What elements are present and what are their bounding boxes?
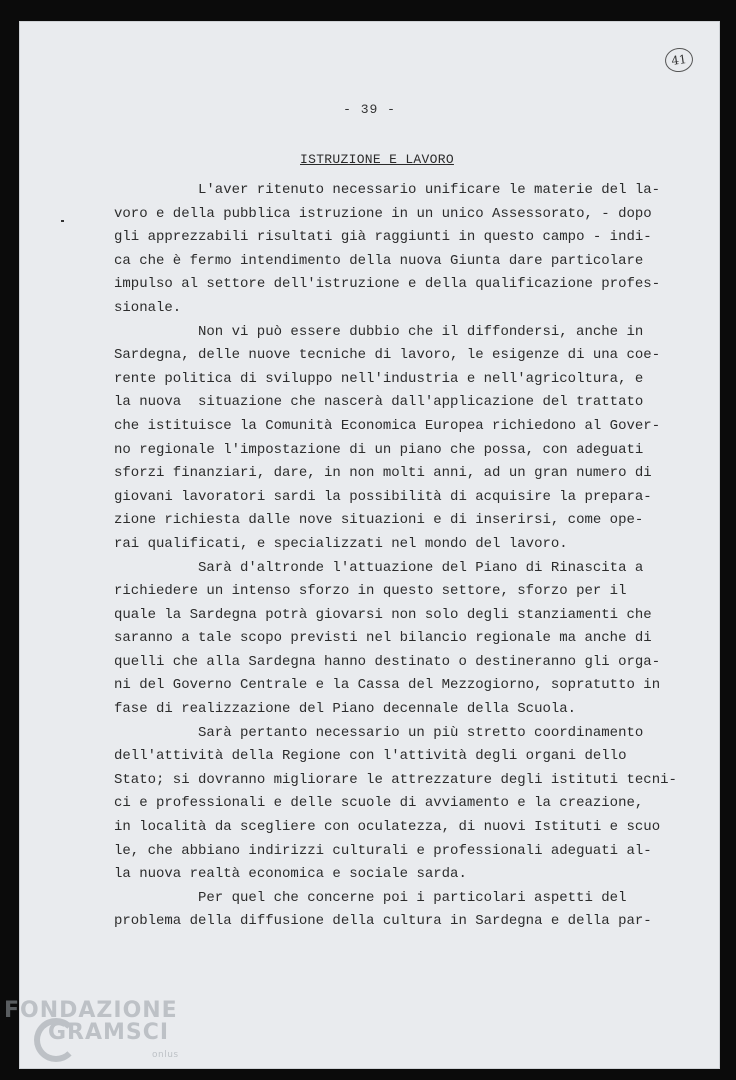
section-title: ISTRUZIONE E LAVORO [300, 152, 454, 167]
text-line: sionale. [114, 299, 182, 316]
text-line: ci e professionali e delle scuole di avviamento e la creazione, [114, 795, 644, 812]
text-line: rai qualificati, e specializzati nel mondo del lavoro. [114, 535, 568, 552]
watermark-line2: GRAMSCI [48, 1020, 170, 1045]
text-line: zione richiesta dalle nove situazioni e di inserirsi, come ope- [114, 512, 644, 529]
text-line: L'aver ritenuto necessario unificare le materie del la- [198, 182, 661, 198]
text-line: gli apprezzabili risultati già raggiunti in questo campo - indi- [114, 229, 652, 246]
text-line: no regionale l'impostazione di un piano che possa, con adeguati [114, 441, 644, 458]
watermark-logo-icon [34, 1018, 78, 1062]
text-line: la nuova realtà economica e sociale sarda. [114, 866, 467, 883]
text-line: voro e della pubblica istruzione in un unico Assessorato, - dopo [114, 205, 652, 222]
text-line: Sarà pertanto necessario un più stretto coordinamento [198, 724, 644, 741]
watermark-onlus: onlus [152, 1050, 179, 1060]
text-line: in località da scegliere con oculatezza, di nuovi Istituti e scuo [114, 819, 661, 836]
fondazione-gramsci-watermark [4, 998, 179, 1060]
margin-mark [61, 220, 64, 222]
text-line: Per quel che concerne poi i particolari aspetti del [198, 889, 627, 906]
page-number: - 39 - [343, 102, 396, 117]
text-line: ca che è fermo intendimento della nuova Giunta dare particolare [114, 252, 644, 269]
folio-number: 41 [663, 46, 694, 74]
text-line: rente politica di sviluppo nell'industria e nell'agricoltura, e [114, 370, 644, 387]
text-line: giovani lavoratori sardi la possibilità di acquisire la prepara- [114, 488, 652, 505]
text-line: Non vi può essere dubbio che il diffondersi, anche in [198, 323, 644, 340]
typewritten-page [20, 22, 719, 1068]
text-line: problema della diffusione della cultura in Sardegna e della par- [114, 913, 652, 930]
text-line: sforzi finanziari, dare, in non molti anni, ad un gran numero di [114, 465, 652, 482]
text-line: le, che abbiano indirizzi culturali e professionali adeguati al- [114, 842, 652, 859]
text-line: Sardegna, delle nuove tecniche di lavoro, le esigenze di una coe- [114, 347, 661, 364]
text-line: Stato; si dovranno migliorare le attrezzature degli istituti tecni- [114, 771, 677, 788]
text-line: Sarà d'altronde l'attuazione del Piano di Rinascita a [198, 559, 644, 576]
text-line: dell'attività della Regione con l'attività degli organi dello [114, 748, 627, 765]
text-line: quelli che alla Sardegna hanno destinato o destineranno gli orga- [114, 653, 661, 670]
body-text [114, 179, 677, 934]
text-line: ni del Governo Centrale e la Cassa del Mezzogiorno, sopratutto in [114, 677, 661, 694]
text-line: che istituisce la Comunità Economica Europea richiedono al Gover- [114, 417, 661, 434]
text-line: la nuova situazione che nascerà dall'applicazione del trattato [114, 394, 644, 411]
text-line: saranno a tale scopo previsti nel bilancio regionale ma anche di [114, 630, 652, 647]
watermark-line1: FONDAZIONE [4, 998, 178, 1023]
text-line: fase di realizzazione del Piano decennale della Scuola. [114, 701, 577, 718]
text-line: quale la Sardegna potrà giovarsi non solo degli stanziamenti che [114, 606, 652, 623]
text-line: richiedere un intenso sforzo in questo settore, sforzo per il [114, 583, 627, 600]
text-line: impulso al settore dell'istruzione e della qualificazione profes- [114, 276, 661, 293]
